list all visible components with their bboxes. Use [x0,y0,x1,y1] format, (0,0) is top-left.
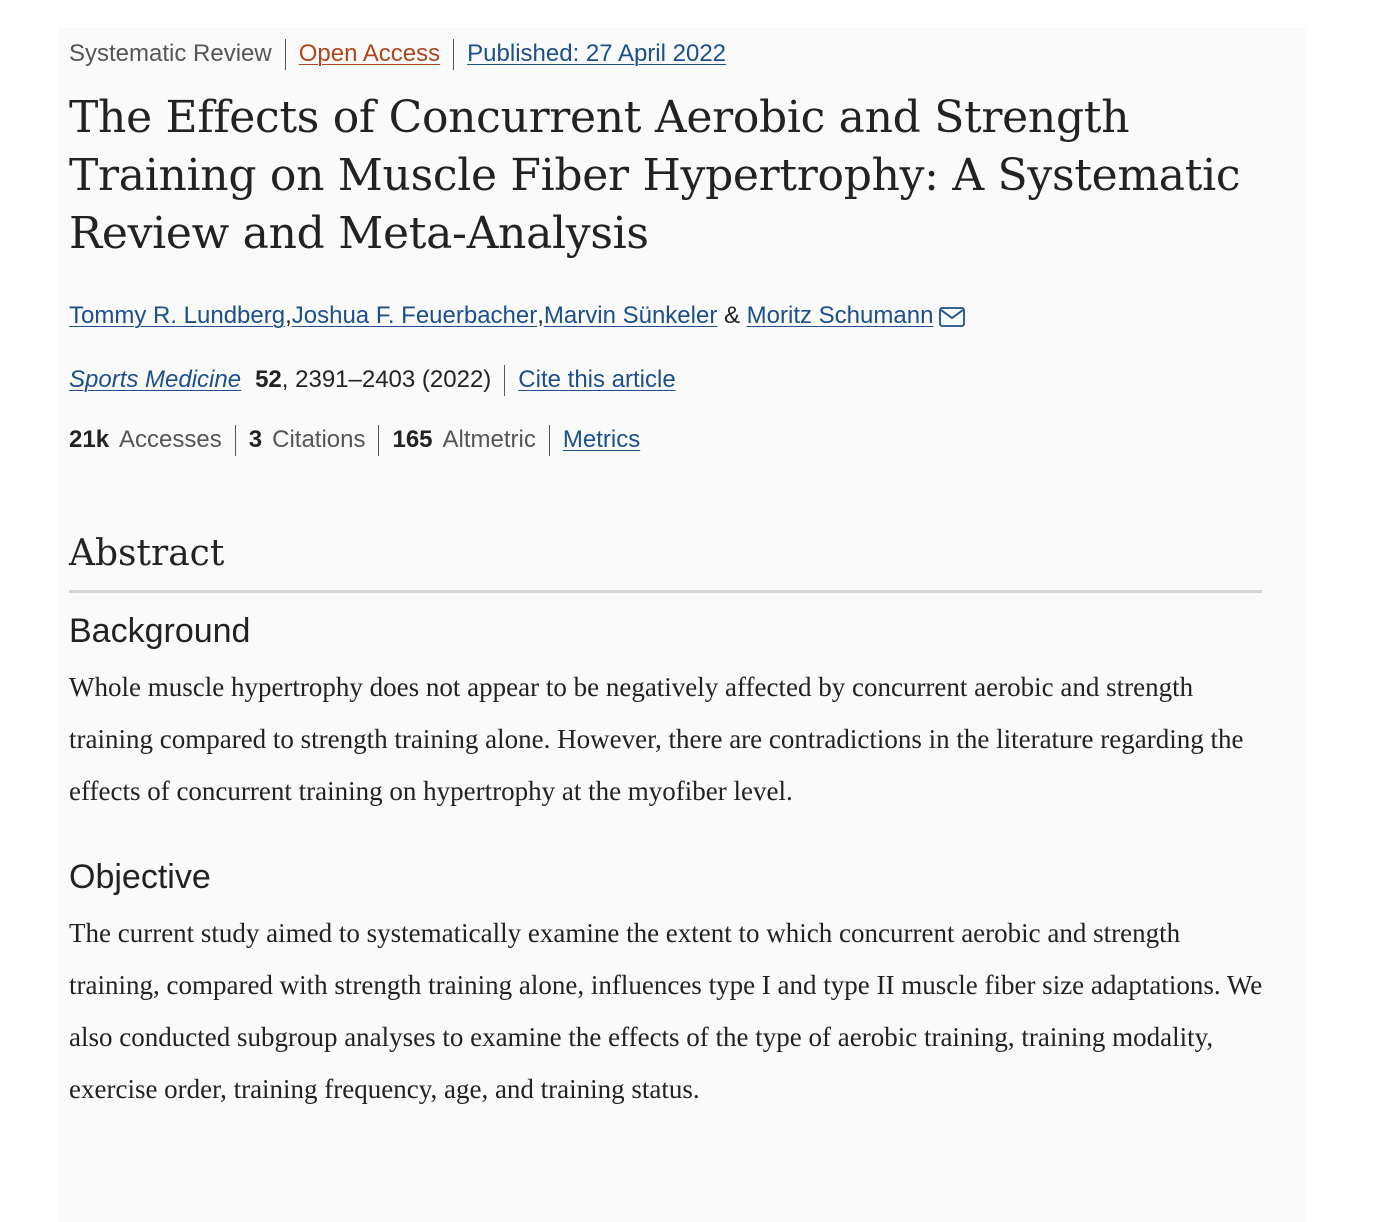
open-access-link[interactable]: Open Access [298,40,441,67]
published-date-link[interactable]: Published: 27 April 2022 [467,40,727,67]
author-list [69,298,1269,334]
section-heading-objective: Objective [69,858,211,896]
altmetric-count: 165 [392,426,433,453]
article-header [69,36,1269,1115]
abstract-heading: Abstract [69,530,1262,593]
author-separator: & [717,302,747,329]
accesses-label: Accesses [119,426,222,453]
metrics-link[interactable]: Metrics [562,426,641,453]
meta-divider [549,425,550,456]
meta-divider [504,365,505,396]
journal-volume: 52 [255,366,282,393]
author-separator: , [285,302,292,329]
meta-divider [378,425,379,456]
citations-label: Citations [272,426,366,453]
author-link[interactable]: Tommy R. Lundberg [69,302,286,329]
accesses-count: 21k [69,426,110,453]
author-link[interactable]: Moritz Schumann [746,302,934,329]
meta-divider [453,39,454,70]
author-separator: , [537,302,544,329]
article-meta [69,36,1269,72]
mail-icon[interactable] [939,302,965,322]
author-link[interactable]: Joshua F. Feuerbacher [291,302,538,329]
journal-link[interactable]: Sports Medicine [69,366,242,393]
journal-pages-year: , 2391–2403 (2022) [281,366,492,393]
article-metrics [69,422,1269,458]
journal-citation [69,362,1269,398]
section-text-objective: The current study aimed to systematically examine the extent to which concurrent aerobic and strength training, compared with strength training alone, influences type I and type II muscle fiber size adaptations. We also conducted subgroup analyses to examine the effects of the type of aerobic training, training modality, exercise order, training frequency, age, and training status. [69,918,1263,1104]
author-link[interactable]: Marvin Sünkeler [543,302,718,329]
section-heading-background: Background [69,612,251,650]
citations-count: 3 [248,426,263,453]
section-text-background: Whole muscle hypertrophy does not appear to be negatively affected by concurrent aerobic and strength training compared to strength training alone. However, there are contradictions in the literature regarding the effects of concurrent training on hypertrophy at the myofiber level. [69,672,1244,806]
article-type: Systematic Review [69,40,272,67]
meta-divider [235,425,236,456]
altmetric-label: Altmetric [442,426,536,453]
cite-article-link[interactable]: Cite this article [518,366,676,393]
article-title: The Effects of Concurrent Aerobic and Strength Training on Muscle Fiber Hypertrophy: A Systematic Review and Meta-Analysis [69,92,1241,259]
meta-divider [285,39,286,70]
